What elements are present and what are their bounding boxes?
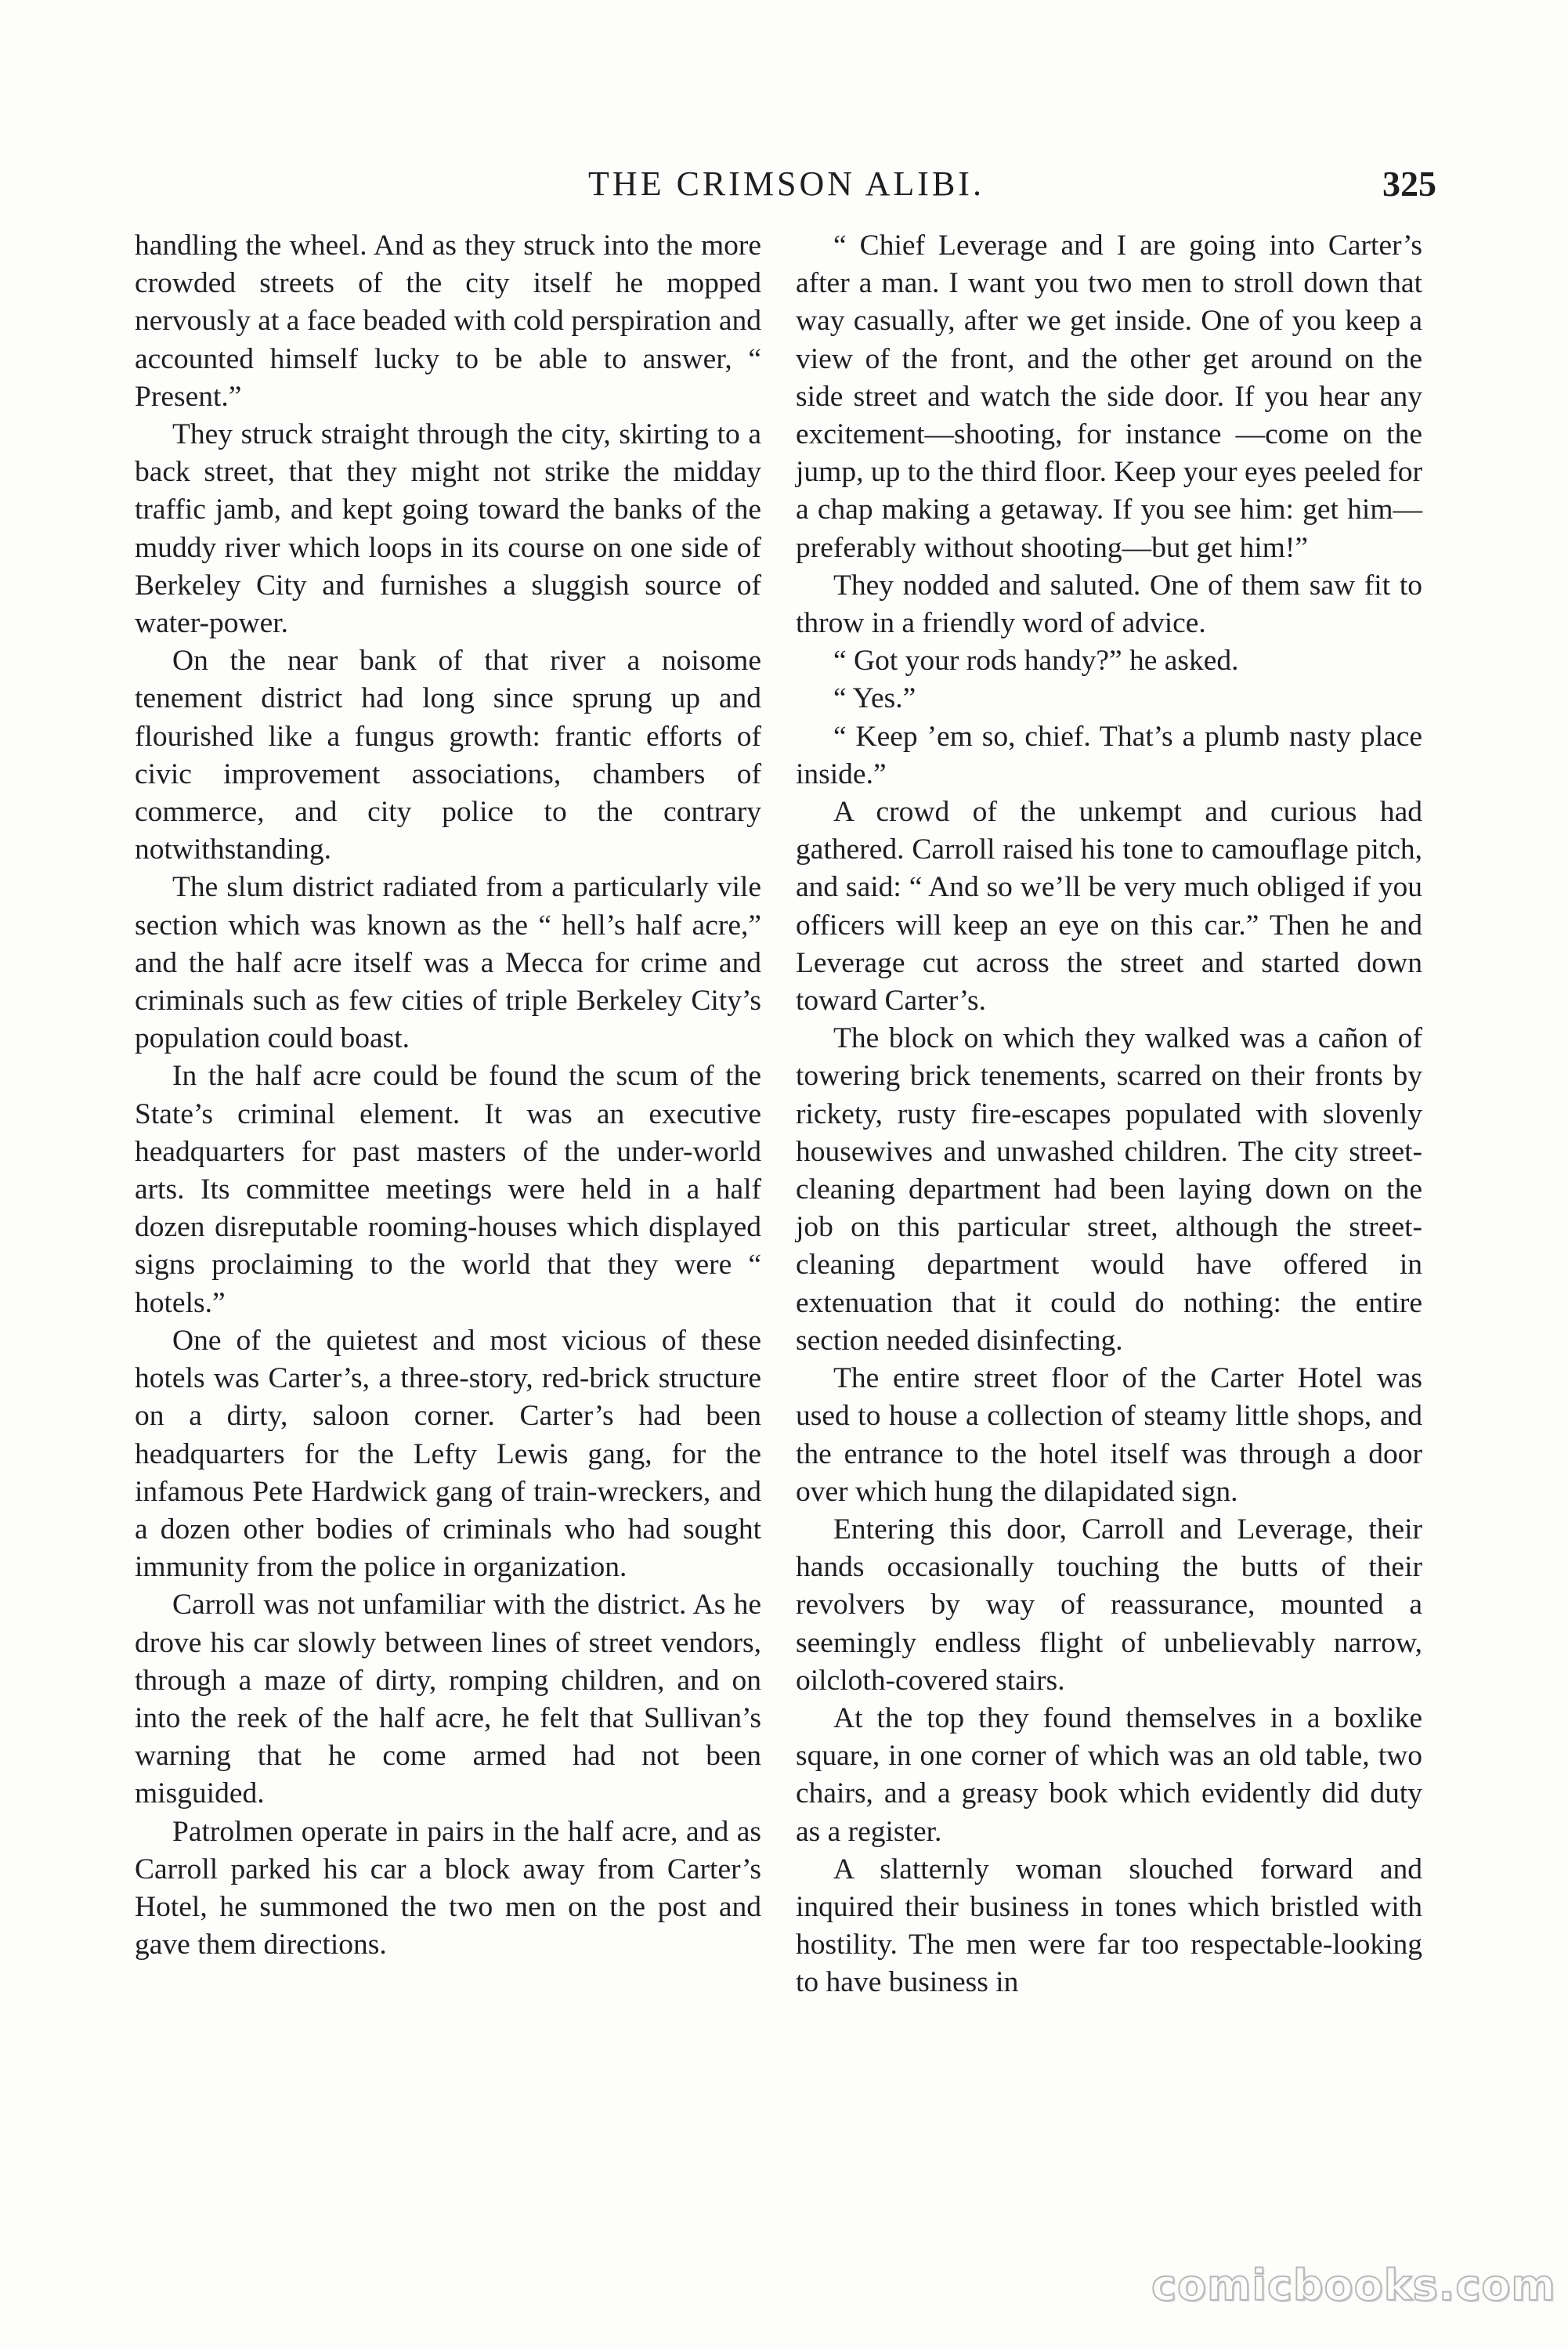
paragraph: The entire street floor of the Carter Hotel was used to house a collection of steamy little shops, and the entrance to the hotel itself was through a door over which hung the dilapidated sign.	[796, 1362, 1422, 1508]
paragraph: A slatternly woman slouched forward and inquired their business in tones which bristled with hostility. The men were far too respectable-looking to have business in	[796, 1853, 1422, 1999]
paragraph: On the near bank of that river a noisome tenement district had long since sprung up and flourished like a fungus growth: frantic efforts of civic improvement associations, chambers of commerce, and city police to the contrary notwithstanding.	[135, 645, 761, 866]
paragraph: In the half acre could be found the scum of the State’s criminal element. It was an executive headquarters for past masters of the under-world arts. Its committee meetings were held in a half dozen disreputable rooming-houses which displayed signs proclaiming to the world that they were “ hotels.”	[135, 1060, 761, 1319]
paragraph: Entering this door, Carroll and Leverage, their hands occasionally touching the butts of their revolvers by way of reassurance, mounted a seemingly endless flight of unbelievably narrow, oilcloth-covered stairs.	[796, 1513, 1422, 1697]
paragraph: “ Keep ’em so, chief. That’s a plumb nasty place inside.”	[796, 720, 1422, 790]
paragraph: Carroll was not unfamiliar with the district. As he drove his car slowly between lines of street vendors, through a maze of dirty, romping children, and on into the reek of the half acre, he felt that Sullivan’s warning that he come armed had not been misguided.	[135, 1589, 761, 1810]
paragraph: At the top they found themselves in a boxlike square, in one corner of which was an old table, two chairs, and a greasy book which evidently did duty as a register.	[796, 1701, 1422, 1848]
paragraph: The slum district radiated from a particularly vile section which was known as the “ hell’s half acre,” and the half acre itself was a Mecca for crime and criminals such as few cities of triple Berkeley City’s population could boast.	[135, 871, 761, 1055]
left-column	[135, 227, 761, 1964]
paragraph: The block on which they walked was a cañon of towering brick tenements, scarred on their fronts by rickety, rusty fire-escapes populated with slovenly housewives and unwashed children. The city street-cleaning department had been laying down on the job on this particular street, although the street-cleaning department would have offered in extenuation that it could do nothing: the entire section needed disinfecting.	[796, 1022, 1422, 1357]
paragraph: Patrolmen operate in pairs in the half acre, and as Carroll parked his car a block away from Carter’s Hotel, he summoned the two men on the post and gave them directions.	[135, 1815, 761, 1961]
right-column	[796, 227, 1422, 2002]
page-header	[136, 157, 1436, 212]
paragraph: handling the wheel. And as they struck into the more crowded streets of the city itself he mopped nervously at a face beaded with cold perspiration and accounted himself lucky to be able to answer, “ Present.”	[135, 230, 761, 413]
running-title: THE CRIMSON ALIBI.	[588, 164, 985, 203]
paragraph: A crowd of the unkempt and curious had gathered. Carroll raised his tone to camouflage pitch, and said: “ And so we’ll be very much obliged if you officers will keep an eye on this car.” Then he and Leverage cut across the street and started down toward Carter’s.	[796, 796, 1422, 1018]
paragraph: They nodded and saluted. One of them saw fit to throw in a friendly word of advice.	[796, 569, 1422, 640]
paragraph: They struck straight through the city, skirting to a back street, that they might not strike the midday traffic jamb, and kept going toward the banks of the muddy river which loops in its course on one side of Berkeley City and furnishes a sluggish source of water-power.	[135, 418, 761, 640]
paragraph: “ Chief Leverage and I are going into Carter’s after a man. I want you two men to stroll down that way casually, after we get inside. One of you keep a view of the front, and the other get around on the side street and watch the side door. If you hear any excitement—shooting, for instance —come on the jump, up to the third floor. Keep your eyes peeled for a chap making a getaway. If you see him: get him—preferably without shooting—but get him!”	[796, 230, 1422, 564]
paragraph: “ Got your rods handy?” he asked.	[833, 645, 1239, 678]
page-number: 325	[1382, 164, 1436, 204]
paragraph: One of the quietest and most vicious of these hotels was Carter’s, a three-story, red-brick structure on a dirty, saloon corner. Carter’s had been headquarters for the Lefty Lewis gang, for the infamous Pete Hardwick gang of train-wreckers, and a dozen other bodies of criminals who had sought immunity from the police in organization.	[135, 1324, 761, 1584]
paragraph: “ Yes.”	[833, 682, 916, 715]
watermark-logo: comicbooks.com	[1151, 2261, 1556, 2310]
